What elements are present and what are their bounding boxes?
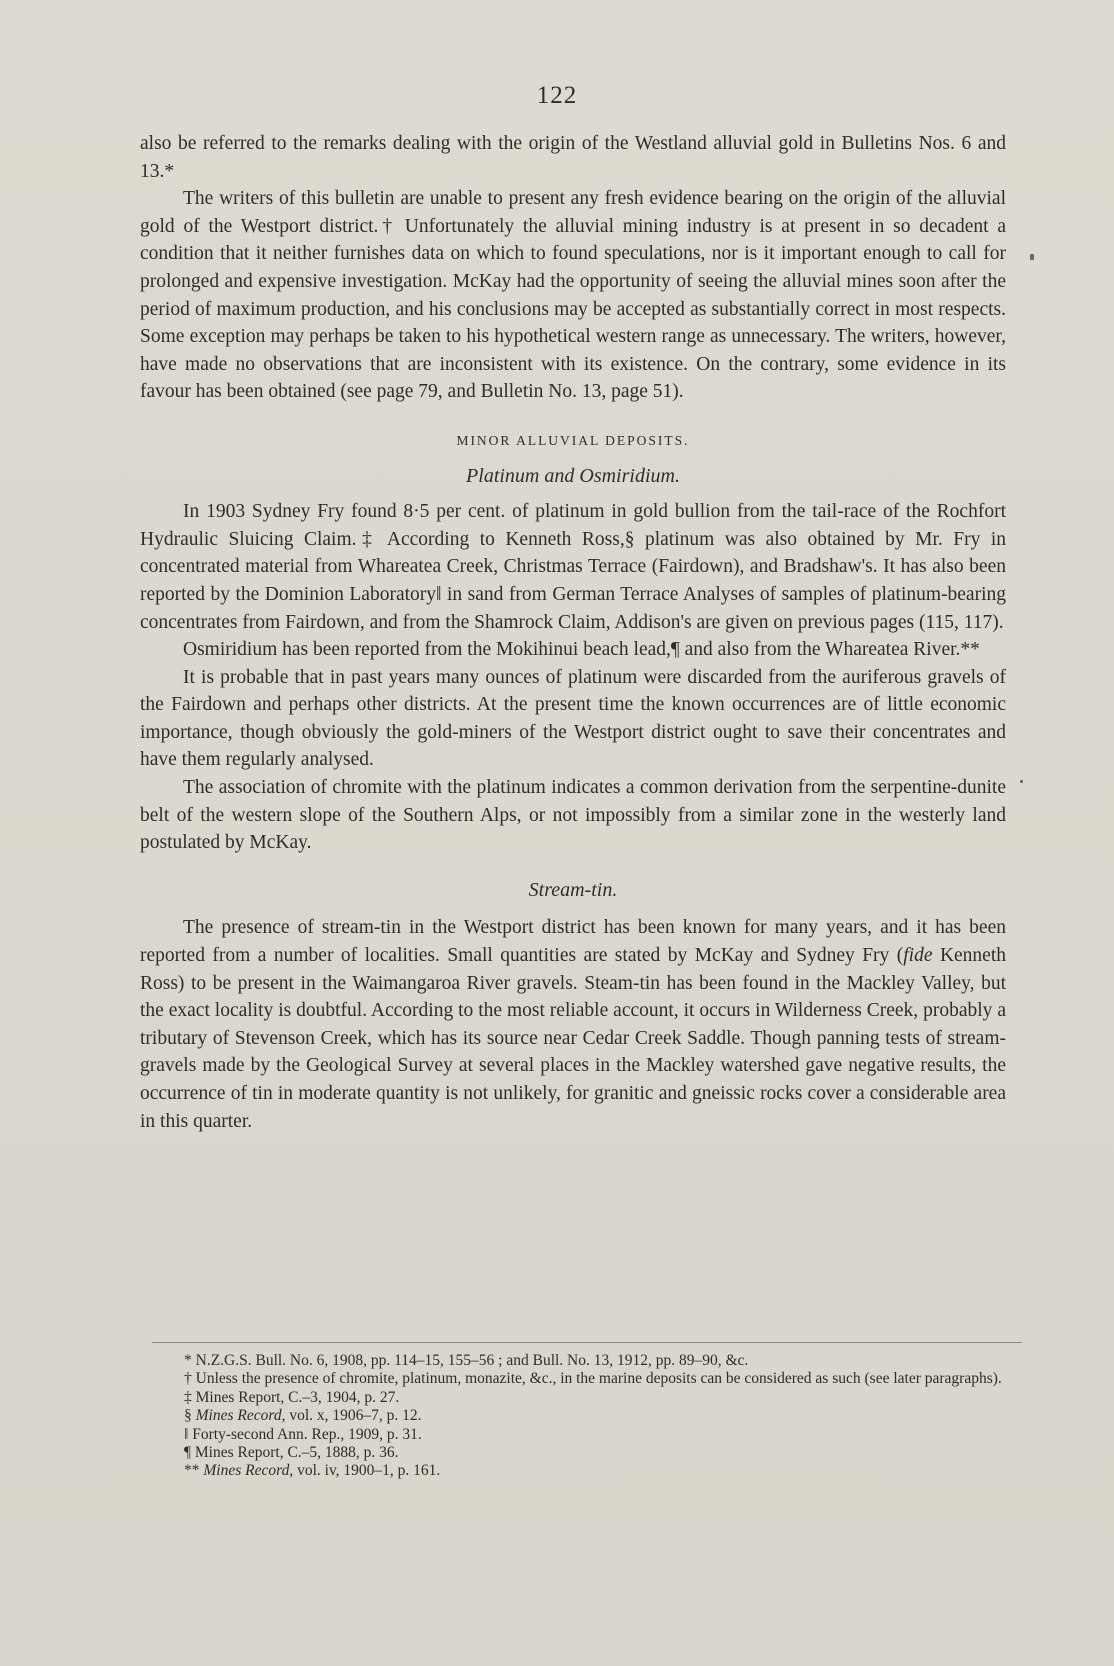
margin-speck (1020, 780, 1023, 783)
footnote-rule (152, 1342, 1022, 1343)
footnote-4-rest: , vol. x, 1906–7, p. 12. (281, 1407, 422, 1425)
footnotes (150, 1352, 1030, 1481)
stream-tin-fide: fide (903, 945, 933, 967)
footnote-1: * N.Z.G.S. Bull. No. 6, 1908, pp. 114–15, 155–56 ; and Bull. No. 13, 1912, pp. 89–90, &c. (184, 1352, 749, 1369)
footnote-4-mark: § (184, 1407, 196, 1425)
footnote-7-mark: ** (184, 1462, 204, 1480)
footnote-3: ‡ Mines Report, C.–3, 1904, p. 27. (184, 1388, 400, 1406)
page-number: 122 (536, 82, 578, 109)
paragraph-continuation: also be referred to the remarks dealing with the origin of the Westland alluvial gold in Bulletins Nos. 6 and 13.* (140, 133, 1006, 182)
footnote-2: † Unless the presence of chromite, platinum, monazite, &c., in the marine deposits can be considered as such (see later paragraphs). (184, 1370, 1002, 1388)
paragraph-origin-of-gold: The writers of this bulletin are unable to present any fresh evidence bearing on the origin of the alluvial gold of the Westport district.† Unfortunately the alluvial mining industry is at present in so decadent a condition that it neither furnishes data on which to found speculations, nor is it important enough to call for prolonged and expensive investigation. McKay had the opportunity of seeing the alluvial mines soon after the period of maximum production, and his conclusions may be accepted as substantially correct in most respects. Some exception may perhaps be taken to his hypothetical western range as unnecessary. The writers, however, have made no observations that are inconsistent with its existence. On the contrary, some evidence in its favour has been obtained (see page 79, and Bulletin No. 13, page 51). (140, 188, 1006, 403)
paragraph-platinum-4: The association of chromite with the platinum indicates a common derivation from the serpentine-dunite belt of the western slope of the Southern Alps, or not impossibly from a similar zone in the westerly land postulated by McKay. (140, 777, 1006, 854)
subheading-platinum: Platinum and Osmiridium. (466, 464, 680, 487)
paragraph-platinum-3: It is probable that in past years many ounces of platinum were discarded from the auriferous gravels of the Fairdown and perhaps other districts. At the present time the known occurrences are of little economic importance, though obviously the gold-miners of the Westport district ought to save their concentrates and have them regularly analysed. (140, 666, 1006, 771)
footnote-5: ‖ Forty-second Ann. Rep., 1909, p. 31. (184, 1425, 422, 1443)
margin-speck (1030, 254, 1034, 260)
stream-tin-text-a: The presence of stream-tin in the Westport district has been known for many years, and it has been reported from a number of localities. Small quantities are stated by McKay and Sydney Fry ( (140, 917, 1006, 967)
paragraph-platinum-2: Osmiridium has been reported from the Mokihinui beach lead,¶ and also from the Whareatea River.** (183, 639, 980, 661)
footnote-6: ¶ Mines Report, C.–5, 1888, p. 36. (184, 1444, 399, 1462)
footnote-4-title: Mines Record (195, 1407, 282, 1425)
footnote-7-rest: , vol. iv, 1900–1, p. 161. (289, 1462, 441, 1480)
footnote-7 (150, 1462, 1030, 1480)
section-heading: MINOR ALLUVIAL DEPOSITS. (456, 432, 690, 448)
subheading-stream-tin: Stream-tin. (528, 878, 618, 901)
paragraph-stream-tin (140, 914, 1006, 1135)
body-text (140, 130, 1006, 1135)
footnote-4 (150, 1407, 1030, 1425)
paragraph-platinum-1: In 1903 Sydney Fry found 8·5 per cent. of platinum in gold bullion from the tail-race of the Rochfort Hydraulic Sluicing Claim.‡ According to Kenneth Ross,§ platinum was also obtained by Mr. Fry in concentrated material from Whareatea Creek, Christmas Terrace (Fairdown), and Bradshaw's. It has also been reported by the Dominion Laboratory‖ in sand from German Terrace Analyses of samples of platinum-bearing concentrates from Fairdown, and from the Shamrock Claim, Addison's are given on previous pages (115, 117). (140, 501, 1006, 633)
footnote-7-title: Mines Record (203, 1462, 290, 1480)
stream-tin-text-b: Kenneth Ross) to be present in the Waimangaroa River gravels. Steam-tin has been found in the Mackley Valley, but the exact locality is doubtful. According to the most reliable account, it occurs in Wilderness Creek, probably a tributary of Stevenson Creek, which has its source near Cedar Creek Saddle. Though panning tests of stream-gravels made by the Geological Survey at several places in the Mackley watershed gave negative results, the occurrence of tin in moderate quantity is not unlikely, for granitic and gneissic rocks cover a considerable area in this quarter. (140, 945, 1006, 1132)
